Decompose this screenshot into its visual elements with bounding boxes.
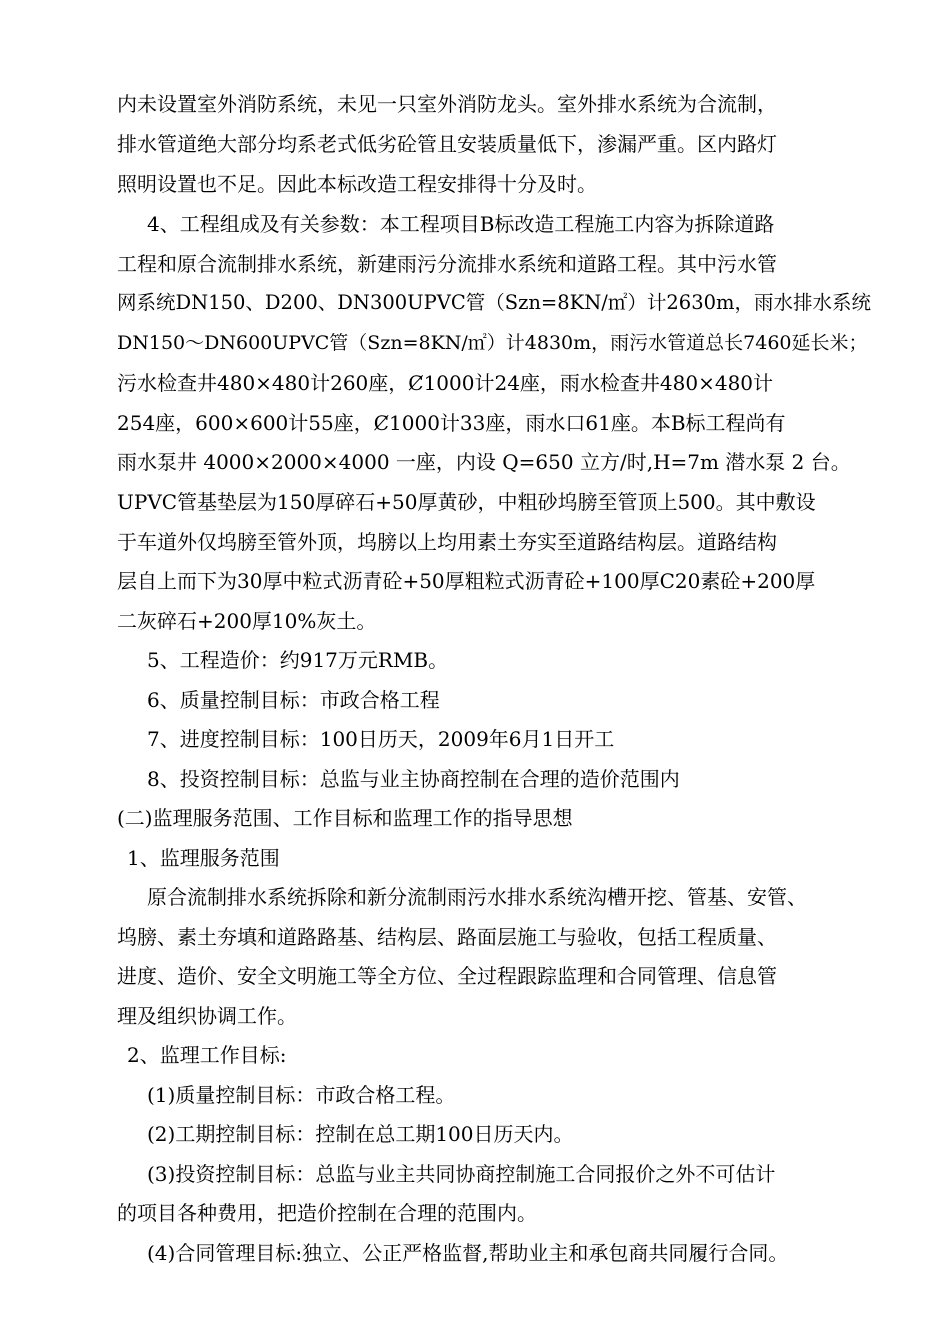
text-line: UPVC管基垫层为150厚碎石+50厚黄砂，中粗砂坞膀至管顶上500。其中敷设 — [117, 490, 816, 514]
text-line: 坞膀、素土夯填和道路路基、结构层、路面层施工与验收，包括工程质量、 — [117, 925, 777, 949]
text-line: 进度、造价、安全文明施工等全方位、全过程跟踪监理和合同管理、信息管 — [117, 964, 777, 988]
text-line: DN150～DN600UPVC管（Szn=8KN/㎡）计4830m，雨污水管道总长7460延长米； — [117, 332, 868, 354]
text-line: 排水管道绝大部分均系老式低劣砼管且安装质量低下，渗漏严重。区内路灯 — [117, 132, 777, 156]
subsection-heading: 1、监理服务范围 — [127, 846, 280, 870]
text-line: 雨水泵井 4000×2000×4000 一座，内设 Q=650 立方/时,H=7m 潜水泵 2 台。 — [117, 450, 851, 474]
text-line: 照明设置也不足。因此本标改造工程安排得十分及时。 — [117, 172, 597, 196]
item-7: 7、进度控制目标：100日历天，2009年6月1日开工 — [147, 727, 615, 751]
goal-item: (2)工期控制目标：控制在总工期100日历天内。 — [147, 1122, 574, 1146]
text-line: 于车道外仅坞膀至管外顶，坞膀以上均用素土夯实至道路结构层。道路结构 — [117, 530, 777, 554]
text-line: 理及组织协调工作。 — [117, 1004, 297, 1028]
goal-item: (4)合同管理目标:独立、公正严格监督,帮助业主和承包商共同履行合同。 — [147, 1241, 789, 1265]
text-line: 内未设置室外消防系统，未见一只室外消防龙头。室外排水系统为合流制， — [117, 92, 777, 116]
text-line: 二灰碎石+200厚10%灰土。 — [117, 609, 377, 633]
text-line: 原合流制排水系统拆除和新分流制雨污水排水系统沟槽开挖、管基、安管、 — [147, 885, 807, 909]
item-6: 6、质量控制目标：市政合格工程 — [147, 688, 440, 712]
text-line: 的项目各种费用，把造价控制在合理的范围内。 — [117, 1201, 537, 1225]
text-line: 污水检查井480×480计260座，Ȼ1000计24座，雨水检查井480×480计 — [117, 371, 774, 395]
text-line: 工程和原合流制排水系统，新建雨污分流排水系统和道路工程。其中污水管 — [117, 252, 777, 276]
text-line: 网系统DN150、D200、DN300UPVC管（Szn=8KN/㎡）计2630m，雨水排水系统 — [117, 291, 871, 314]
subsection-heading: 2、监理工作目标: — [127, 1043, 287, 1067]
goal-item: (1)质量控制目标：市政合格工程。 — [147, 1083, 456, 1107]
text-line: 层自上而下为30厚中粒式沥青砼+50厚粗粒式沥青砼+100厚C20素砼+200厚 — [117, 569, 816, 593]
item-4-heading: 4、工程组成及有关参数：本工程项目B标改造工程施工内容为拆除道路 — [147, 212, 775, 236]
goal-item: (3)投资控制目标：总监与业主共同协商控制施工合同报价之外不可估计 — [147, 1162, 776, 1186]
item-5: 5、工程造价：约917万元RMB。 — [147, 648, 449, 672]
section-heading: (二)监理服务范围、工作目标和监理工作的指导思想 — [117, 806, 573, 830]
item-8: 8、投资控制目标：总监与业主协商控制在合理的造价范围内 — [147, 767, 680, 791]
text-line: 254座，600×600计55座，Ȼ1000计33座，雨水口61座。本B标工程尚有 — [117, 411, 786, 435]
